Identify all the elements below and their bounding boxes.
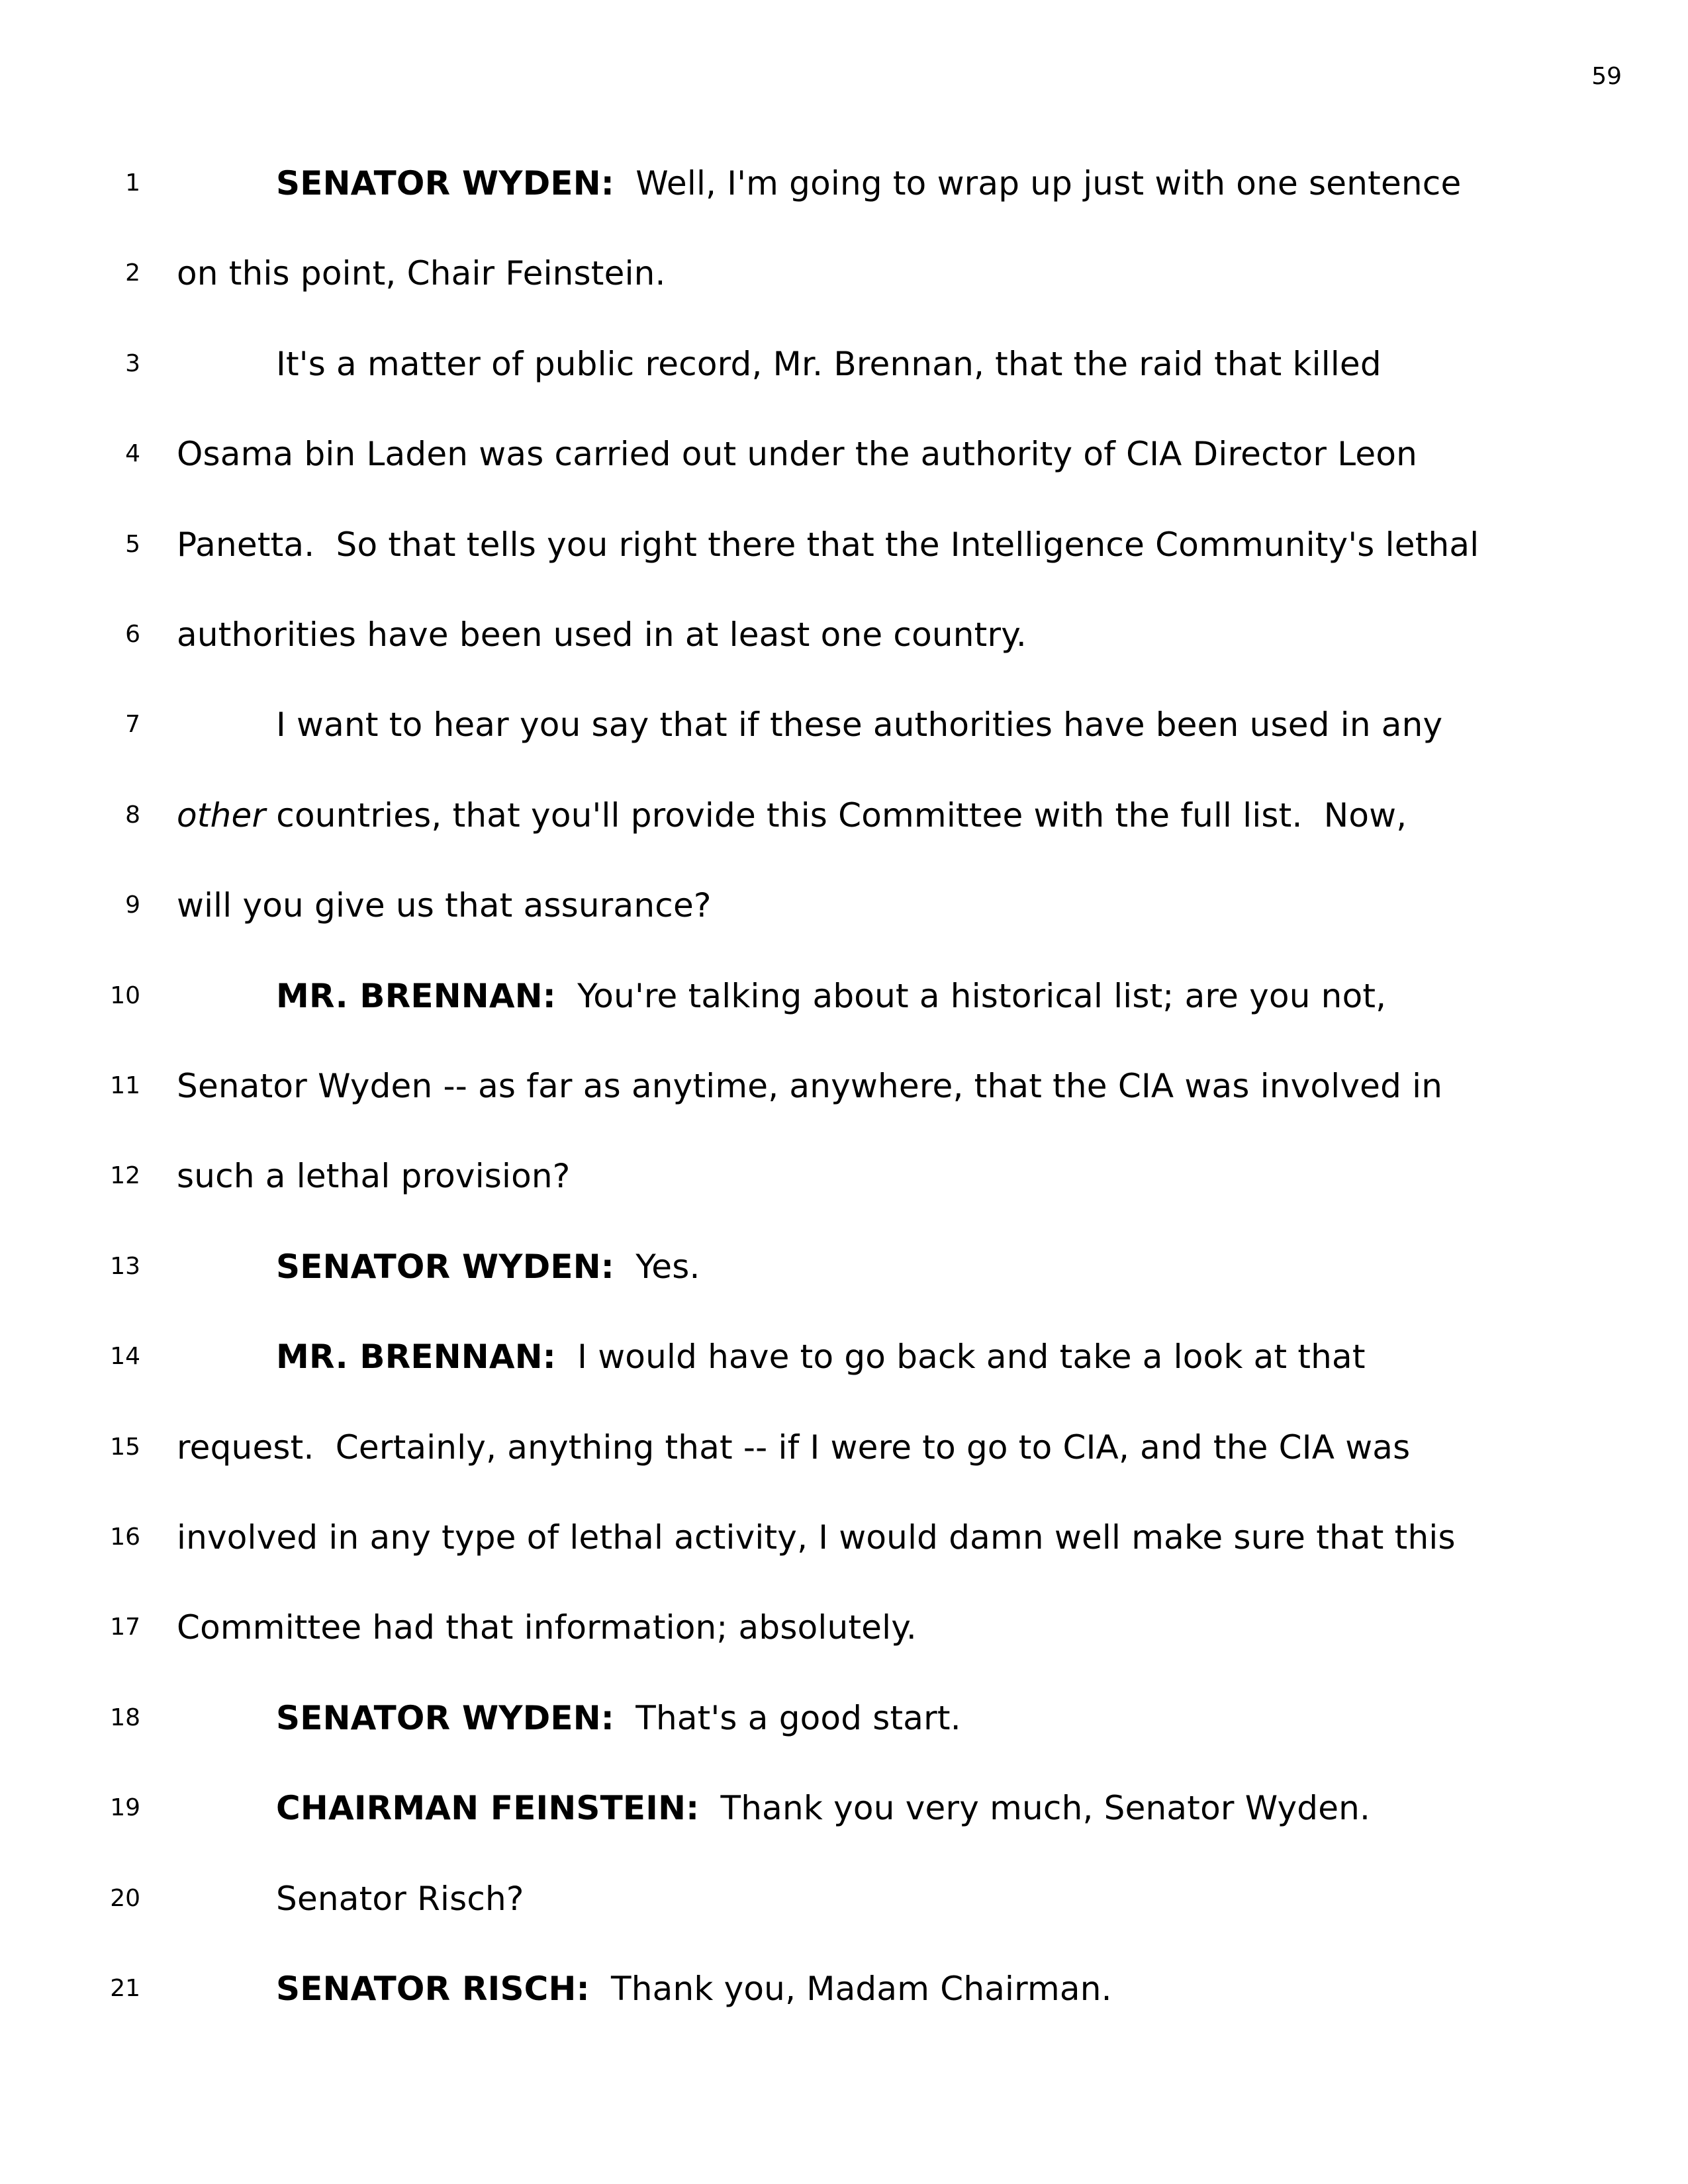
spoken-text: authorities have been used in at least one country.	[177, 615, 1027, 654]
line-number: 20	[110, 1884, 140, 1912]
line-number: 7	[125, 711, 140, 739]
line-text	[177, 409, 1417, 499]
line-text	[276, 1312, 1366, 1402]
line-number: 11	[110, 1072, 140, 1099]
spoken-text: I want to hear you say that if these authorities have been used in any	[276, 705, 1443, 745]
line-text	[177, 770, 1407, 860]
spoken-text: on this point, Chair Feinstein.	[177, 254, 666, 293]
speaker-label: CHAIRMAN FEINSTEIN:	[276, 1789, 700, 1828]
spoken-text: I would have to go back and take a look at that	[555, 1338, 1366, 1377]
spoken-text: request. Certainly, anything that -- if I were to go to CIA, and the CIA was	[177, 1428, 1411, 1467]
spoken-text: That's a good start.	[614, 1698, 961, 1737]
spoken-text: involved in any type of lethal activity, I would damn well make sure that this	[177, 1518, 1456, 1557]
speaker-label: SENATOR RISCH:	[276, 1970, 590, 2008]
line-text	[177, 500, 1479, 590]
line-number: 9	[125, 891, 140, 919]
spoken-text: It's a matter of public record, Mr. Brennan, that the raid that killed	[276, 344, 1382, 383]
line-text	[276, 319, 1382, 409]
line-text	[276, 680, 1442, 770]
line-text	[177, 860, 712, 950]
speaker-label: MR. BRENNAN:	[276, 976, 556, 1015]
spoken-text: Well, I'm going to wrap up just with one sentence	[614, 164, 1462, 203]
spoken-text: Yes.	[614, 1247, 700, 1286]
line-number: 8	[125, 801, 140, 829]
line-number: 10	[110, 981, 140, 1009]
spoken-text: will you give us that assurance?	[177, 886, 712, 925]
spoken-text: countries, that you'll provide this Committee with the full list. Now,	[265, 796, 1407, 835]
spoken-text: You're talking about a historical list; are you not,	[555, 976, 1387, 1015]
spoken-text: Thank you, Madam Chairman.	[589, 1970, 1112, 2008]
line-number: 12	[110, 1162, 140, 1190]
line-text	[177, 1492, 1456, 1582]
speaker-label: SENATOR WYDEN:	[276, 1698, 615, 1737]
line-number: 16	[110, 1524, 140, 1551]
line-text	[276, 1763, 1370, 1853]
line-number: 2	[125, 259, 140, 287]
line-number: 19	[110, 1794, 140, 1822]
spoken-text: Thank you very much, Senator Wyden.	[699, 1789, 1371, 1828]
line-text	[276, 1944, 1112, 2034]
line-number: 15	[110, 1433, 140, 1461]
line-text	[177, 1131, 571, 1221]
line-number: 21	[110, 1975, 140, 2002]
spoken-text: Senator Risch?	[276, 1879, 524, 1918]
line-number: 14	[110, 1343, 140, 1371]
line-text	[276, 1222, 700, 1312]
line-text	[276, 951, 1386, 1041]
line-text	[177, 1041, 1442, 1131]
emphasized-text: other	[177, 796, 266, 835]
spoken-text: such a lethal provision?	[177, 1157, 571, 1196]
speaker-label: SENATOR WYDEN:	[276, 1247, 615, 1286]
line-text	[177, 228, 666, 318]
page-number: 59	[1591, 63, 1622, 90]
speaker-label: SENATOR WYDEN:	[276, 164, 615, 203]
spoken-text: Osama bin Laden was carried out under the authority of CIA Director Leon	[177, 435, 1418, 474]
line-number: 3	[125, 349, 140, 377]
spoken-text: Panetta. So that tells you right there that the Intelligence Community's lethal	[177, 525, 1479, 564]
line-number: 17	[110, 1614, 140, 1641]
line-text	[276, 1854, 524, 1944]
line-text	[276, 138, 1461, 228]
line-number: 6	[125, 621, 140, 648]
line-text	[177, 590, 1027, 680]
spoken-text: Senator Wyden -- as far as anytime, anywhere, that the CIA was involved in	[177, 1067, 1443, 1105]
line-text	[177, 1402, 1410, 1492]
line-number: 18	[110, 1704, 140, 1731]
line-number: 13	[110, 1252, 140, 1280]
spoken-text: Committee had that information; absolutely.	[177, 1608, 917, 1647]
line-number: 4	[125, 440, 140, 468]
speaker-label: MR. BRENNAN:	[276, 1338, 556, 1377]
line-number: 5	[125, 530, 140, 558]
line-text	[276, 1673, 961, 1763]
line-text	[177, 1582, 917, 1672]
line-number: 1	[125, 169, 140, 197]
